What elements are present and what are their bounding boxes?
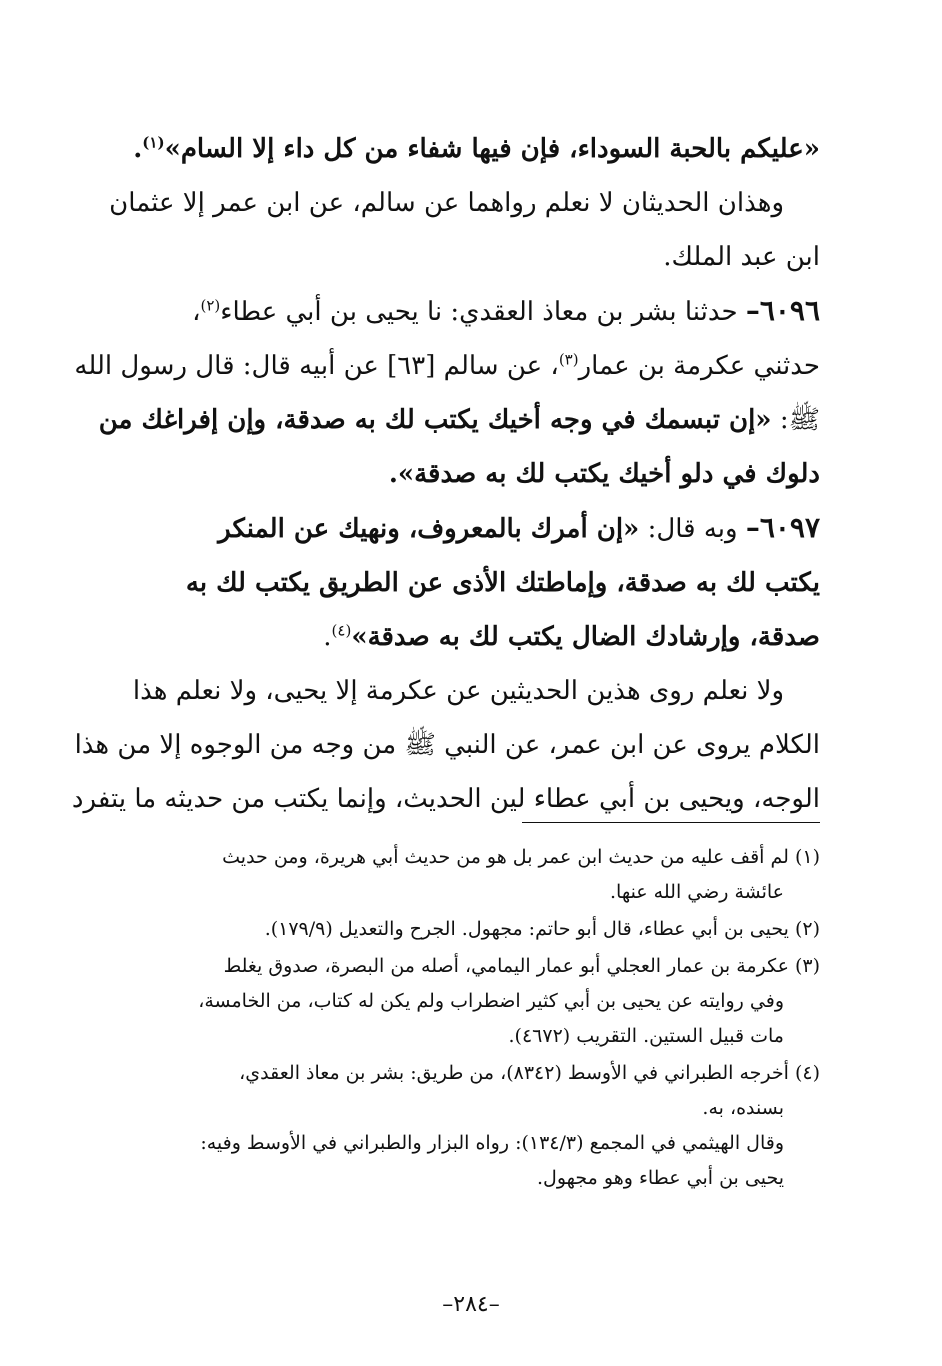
hadith-number: ٦٠٩٦– — [745, 294, 820, 327]
footnote-line: عائشة رضي الله عنها. — [609, 881, 784, 903]
paragraph-text: وهذان الحديثان لا نعلم رواهما عن سالم، عن ابن عمر إلا عثمان — [109, 188, 784, 218]
hadith-text: يكتب لك به صدقة، وإماطتك الأذى عن الطريق يكتب لك به — [185, 568, 820, 598]
footnote-4 — [108, 1056, 820, 1196]
text-line — [98, 393, 820, 447]
footnote-line: وقال الهيثمي في المجمع (١٣٤/٣): رواه البزار والطبراني في الأوسط وفيه: — [200, 1132, 784, 1154]
page-number: –٢٨٤– — [442, 1292, 500, 1317]
footnote-1 — [108, 840, 820, 910]
text-line — [108, 556, 820, 610]
punctuation: . — [323, 622, 332, 652]
text-line — [71, 772, 820, 826]
hadith-text: «إن أمرك بالمعروف، ونهيك عن المنكر — [218, 514, 640, 544]
hadith-text: دلوك في دلو أخيك يكتب لك به صدقة». — [388, 459, 820, 489]
footnote-line: يحيى بن أبي عطاء وهو مجهول. — [537, 1167, 784, 1189]
footnote-2 — [108, 912, 820, 947]
text-line — [108, 284, 820, 339]
hadith-text: صدقة، وإرشادك الضال يكتب لك به صدقة» — [351, 622, 820, 652]
footnote-ref[interactable]: (٢) — [200, 296, 221, 315]
text-line — [74, 339, 820, 393]
footnotes — [108, 840, 820, 1198]
footnote-ref[interactable]: (١) — [142, 133, 165, 152]
main-text — [71, 122, 820, 826]
footnote-ref[interactable]: (٣) — [558, 350, 579, 369]
hadith-number: ٦٠٩٧– — [745, 511, 820, 544]
punctuation: ، — [192, 297, 201, 327]
isnad-text: ، عن سالم [٦٣] عن أبيه قال: قال رسول الله — [74, 351, 559, 381]
text-line — [108, 447, 820, 501]
text-line — [74, 718, 820, 772]
isnad-text: حدثنا بشر بن معاذ العقدي: نا يحيى بن أبي عطاء — [220, 297, 746, 327]
text-line — [108, 230, 820, 284]
paragraph-text: ولا نعلم روى هذين الحديثين عن عكرمة إلا يحيى، ولا نعلم هذا — [132, 676, 784, 706]
text-line — [108, 122, 820, 176]
paragraph-text: الوجه، ويحيى بن أبي عطاء لين الحديث، وإنما يكتب من حديثه ما يتفرد — [71, 784, 820, 814]
hadith-text: «إن تبسمك في وجه أخيك يكتب لك به صدقة، وإن إفراغك من — [98, 405, 772, 435]
punctuation: . — [133, 134, 143, 164]
salawat-text: ﷺ: — [771, 405, 820, 435]
paragraph-text: ابن عبد الملك. — [663, 242, 820, 272]
footnote-separator — [522, 822, 820, 823]
footnote-line: بسنده، به. — [702, 1097, 784, 1119]
footnote-line: (٣) عكرمة بن عمار العجلي أبو عمار اليمامي، أصله من البصرة، صدوق يغلط — [223, 955, 820, 977]
footnote-ref[interactable]: (٤) — [331, 621, 352, 640]
footnote-line: (١) لم أقف عليه من حديث ابن عمر بل هو من حديث أبي هريرة، ومن حديث — [222, 846, 820, 868]
text-line — [108, 610, 820, 664]
isnad-text: حدثني عكرمة بن عمار — [578, 351, 820, 381]
text-line — [108, 664, 820, 718]
footnote-line: مات قبيل الستين. التقريب (٤٦٧٢). — [508, 1025, 784, 1047]
hadith-text: «عليكم بالحبة السوداء، فإن فيها شفاء من كل داء إلا السام» — [164, 134, 820, 164]
paragraph-text: الكلام يروى عن ابن عمر، عن النبي ﷺ من وجه من الوجوه إلا من هذا — [74, 730, 820, 760]
text-line — [108, 501, 820, 556]
footnote-line: وفي روايته عن يحيى بن أبي كثير اضطراب ولم يكن له كتاب، من الخامسة، — [198, 990, 784, 1012]
text-line — [108, 176, 820, 230]
footnote-line: (٤) أخرجه الطبراني في الأوسط (٨٣٤٢)، من طريق: بشر بن معاذ العقدي، — [239, 1062, 820, 1084]
isnad-text: وبه قال: — [639, 514, 746, 544]
footnote-3 — [108, 949, 820, 1054]
footnote-line: (٢) يحيى بن أبي عطاء، قال أبو حاتم: مجهول. الجرح والتعديل (١٧٩/٩). — [264, 918, 820, 940]
